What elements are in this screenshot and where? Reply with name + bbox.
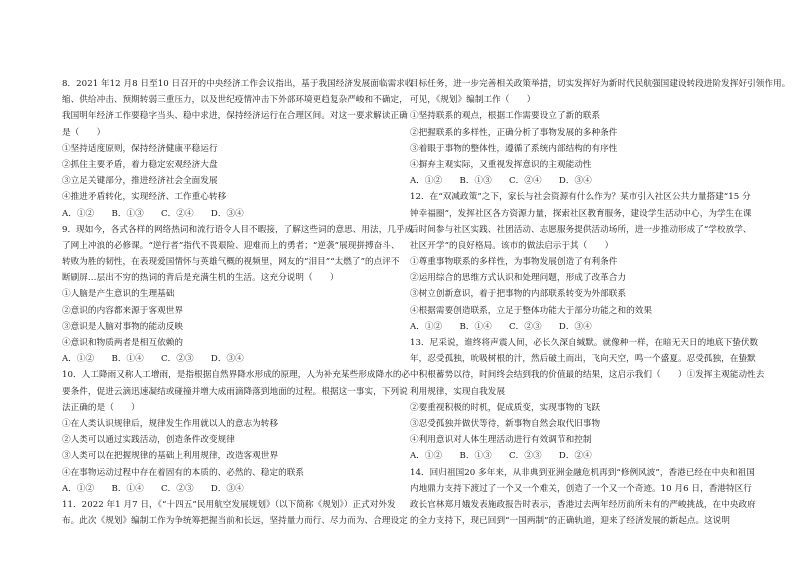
option-line: ③树立创新意识，着于把事物的内部联系转变为外部联系 [410, 289, 627, 300]
option-line: ①尊重事物联系的多样性，为事物发展创造了有利条件 [410, 257, 618, 268]
text-line: 法正确的是（ ） [62, 402, 140, 413]
text-line: 是（ ） [62, 127, 106, 138]
text-line: 政长官林郑月娥发表施政报告时表示，香港过去两年经历前所未有的严峻挑战，在中央政府 [410, 499, 756, 510]
option-line: ②要重视积极的时机，促成质变，实现事物的飞跃 [410, 402, 601, 413]
text-line: 的全力支持下，现已回到“一国两制”的正确轨道，迎来了经济发展的新起点。这说明 [410, 516, 731, 527]
right-column [410, 76, 791, 529]
option-line: ①坚持适度原则，保持经济健康平稳运行 [62, 143, 218, 154]
option-line: ③立足关键部分，推进经济社会全面发展 [62, 176, 218, 187]
text-line: 转败为胜的韧性，在表现爱国情怀与英雄气概的视频里，网友的“泪目”“太燃了”的点评不 [62, 257, 400, 268]
text-line: 8．2021 年12 月8 日至10 日召开的中央经济工作会议指出，基于我国经济发展面临需求收 [62, 79, 414, 89]
text-line: 后时间参与社区实践、社团活动、志愿服务提供活动场所，进一步推动形成了“学校放学、 [410, 224, 752, 235]
option-line: ②人类可以通过实践活动，创造条件改变规律 [62, 435, 235, 446]
answer-choices: A．①② B．①④ C．②③ D．③④ [410, 321, 592, 332]
left-column [62, 76, 414, 529]
option-line: ④根据需要创造联系，立足于整体功能大于部分功能之和的效果 [410, 305, 653, 316]
answer-choices: A．①② B．①④ C．②③ D．③④ [62, 354, 244, 365]
text-line: 10．人工降雨又称人工增雨，是指根据自然界降水形成的原理，人为补充某些形成降水的必 [62, 370, 411, 381]
option-line: ①在人类认识规律后，规律发生作用就以人的意志为转移 [62, 418, 279, 429]
text-line: 9．现如今，各式各样的网络热词和流行语令人目不暇接，了解这些词的意思、用法，几乎成 [62, 224, 414, 235]
text-line: 内地鼎力支持下渡过了一个又一个难关，创造了一个又一个奇迹。10 月6 日，香港特区行 [410, 483, 752, 494]
text-line: 12．在“双减政策”之下，家长与社会资源有什么作为？某市引入社区公共力量搭建“15 分 [410, 192, 751, 203]
text-line: 我国明年经济工作要稳字当头、稳中求进，保持经济运行在合理区间。对这一要求解读正确 [62, 111, 408, 122]
answer-choices: A．①② B．①③ C．②④ D．③④ [62, 208, 244, 219]
text-line: 中积根蓄势以待，时间终会结到我的价值最的结果，这启示我们（ ）①发挥主观能动性去 [410, 370, 765, 381]
option-line: ②把握联系的多样性，正确分析了事物发展的多种条件 [410, 127, 618, 138]
text-line: 13．尼采说，谁终将声震人间，必长久深自缄默。就像种一样，在暗无天日的地底下蛰伏数 [410, 338, 759, 348]
answer-choices: A．①② B．①③ C．②③ D．②④ [410, 451, 592, 462]
answer-choices: A．①② B．①④ C．②③ D．③④ [62, 483, 244, 494]
text-line: 11．2022 年1 月7 日，《“十四五”民用航空发展规划》（以下简称《规划》）正式对外发 [62, 499, 396, 510]
option-line: ②意识的内容都来源于客观世界 [62, 305, 184, 316]
option-line: ④推进矛盾转化，实现经济、工作重心转移 [62, 192, 227, 203]
option-line: ①坚持联系的观点，根据工作需要设立了新的联系 [410, 111, 601, 122]
option-line: ④在事物运动过程中存在着固有的本质的、必然的、稳定的联系 [62, 467, 305, 478]
text-line: 年，忍受孤独，吮吸树根的汁，然后破土而出，飞向天空，鸣一个盛夏。忍受孤独，在蛰默 [410, 354, 756, 365]
option-line: ②运用综合的思维方式认识和处理问题，形成了改革合力 [410, 273, 627, 284]
text-line: 布。此次《规划》编制工作为争统筹把握当前和长远，坚持量力而行、尽力而为、合理设定 [62, 516, 408, 527]
option-line: ③意识是人脑对事物的能动反映 [62, 321, 184, 332]
text-line: 14．回归祖国20 多年来，从非典到亚洲金融危机再到“修例风波”，香港已经在中央和祖国 [410, 467, 755, 478]
option-line: ③着眼于事物的整体性，遵循了系统内部结构的有序性 [410, 143, 618, 154]
text-line: 可见，《规划》编制工作（ ） [410, 95, 536, 106]
option-line: ①人脑是产生意识的生理基础 [62, 289, 175, 300]
text-line: 目标任务，进一步完善相关政策举措，切实发挥好为新时代民航强国建设转段进阶发挥好引领作用。 [410, 79, 791, 89]
text-line: 要条件，促进云滴迅速凝结或碰撞并增大成雨滴降落到地面的过程。根据这一事实，下列说 [62, 386, 408, 397]
option-line: ②抓住主要矛盾，着力稳定宏观经济大盘 [62, 159, 218, 170]
text-line: 缩、供给冲击、预期转弱三重压力，以及世纪疫情冲击下外部环境更趋复杂严峻和不确定， [62, 95, 408, 106]
text-line: 断刷屏…层出不穷的热词的背后是充满生机的生活。这充分说明（ ） [62, 273, 339, 284]
option-line: ④摒弃主观实际，又重视发挥意识的主观能动性 [410, 159, 592, 170]
text-line: 钟幸福圈”，发挥社区各方资源力量，探索社区教育服务，建设学生活动中心，为学生在课 [410, 208, 752, 219]
text-line: 利用规律，实现自我发展 [410, 386, 506, 397]
option-line: ③忍受孤独并做伏等待，新事物自然会取代旧事物 [410, 418, 601, 429]
answer-choices: A．①② B．①③ C．②④ D．③④ [410, 176, 592, 187]
text-line: 了网上冲浪的必修课。“逆行者”指代不畏艰险、迎难而上的勇者；“逆袭”展现拼搏奋斗、 [62, 240, 400, 251]
text-line: 社区开学”的良好格局。该市的做法启示于其（ ） [410, 240, 614, 251]
option-line: ④利用意识对人体生理活动进行有效调节和控制 [410, 435, 592, 446]
option-line: ③人类可以在把握规律的基础上利用规律，改造客观世界 [62, 451, 279, 462]
option-line: ④意识和物质两者是相互依赖的 [62, 338, 184, 348]
